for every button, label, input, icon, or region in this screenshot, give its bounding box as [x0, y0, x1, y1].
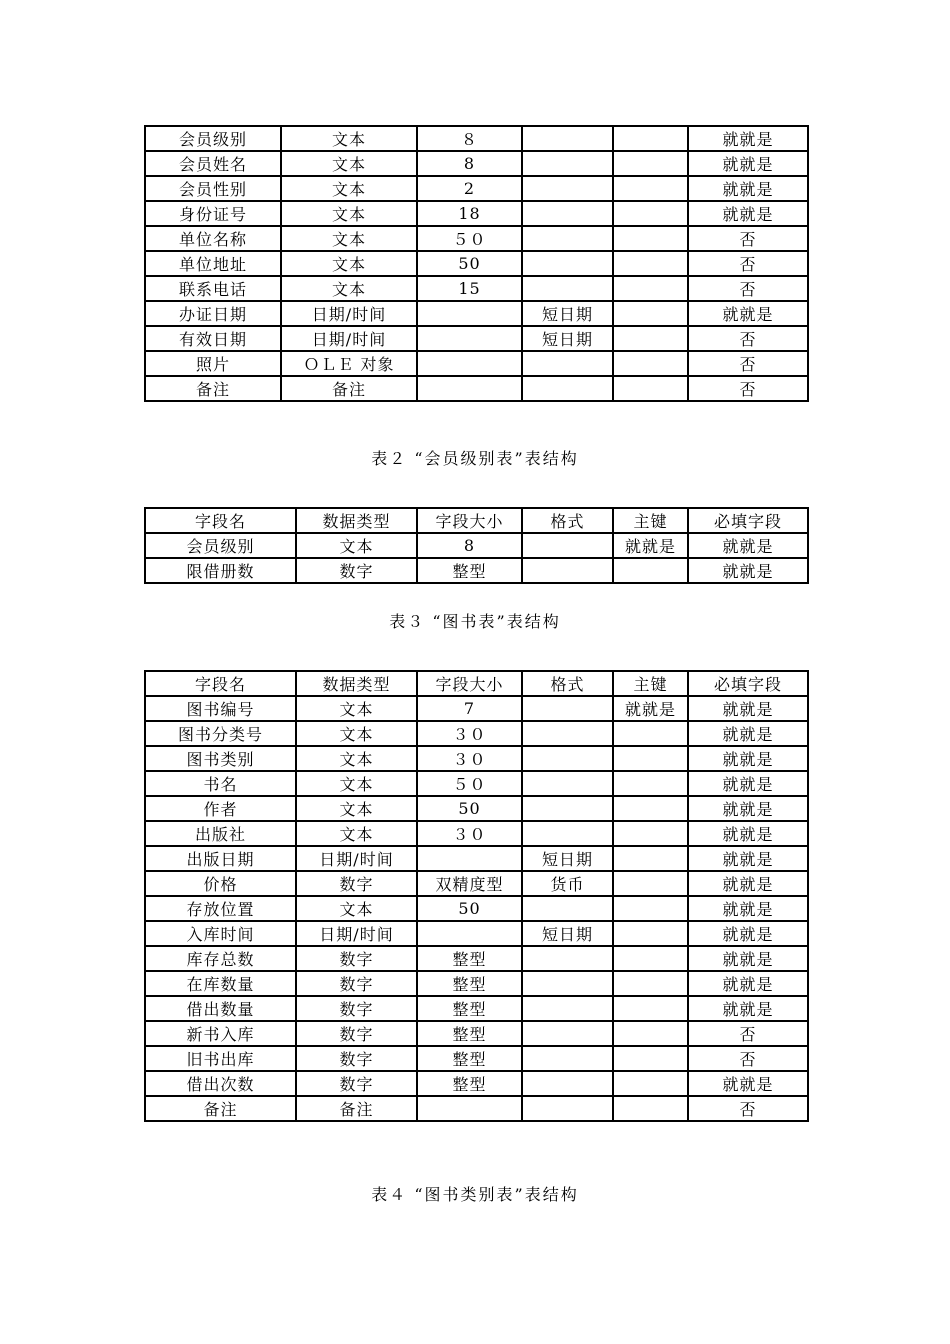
table-cell: 短日期	[522, 846, 613, 871]
table-cell: 文本	[281, 226, 417, 251]
table-row	[145, 1021, 808, 1046]
table-cell	[613, 971, 688, 996]
table-cell	[522, 1071, 613, 1096]
table-cell	[613, 746, 688, 771]
table-cell: 图书分类号	[145, 721, 296, 746]
table-cell: 日期/时间	[281, 301, 417, 326]
table-cell	[613, 846, 688, 871]
table-header-cell: 格式	[522, 508, 613, 533]
table-cell: 文本	[281, 151, 417, 176]
table-cell	[522, 796, 613, 821]
table-cell: 文本	[296, 796, 417, 821]
table-cell: 就就是	[688, 151, 808, 176]
member-table	[144, 125, 809, 402]
table-cell	[613, 771, 688, 796]
table-header-cell: 字段大小	[417, 671, 522, 696]
table-cell: 文本	[296, 896, 417, 921]
table-cell	[522, 251, 613, 276]
table-cell	[613, 201, 688, 226]
table-cell: 备注	[145, 376, 281, 401]
table-cell	[417, 921, 522, 946]
table-cell: 办证日期	[145, 301, 281, 326]
table-cell: 在库数量	[145, 971, 296, 996]
table-cell: 身份证号	[145, 201, 281, 226]
table-cell: 会员级别	[145, 533, 296, 558]
table-cell: 就就是	[688, 176, 808, 201]
table-cell: 图书类别	[145, 746, 296, 771]
table-cell: 文本	[281, 276, 417, 301]
table-row	[145, 871, 808, 896]
table-cell	[522, 176, 613, 201]
table-cell: 货币	[522, 871, 613, 896]
table-cell: 文本	[281, 176, 417, 201]
table-cell: 就就是	[688, 201, 808, 226]
table-cell: 就就是	[688, 871, 808, 896]
table-cell	[522, 971, 613, 996]
table-cell	[522, 1021, 613, 1046]
table-row	[145, 1046, 808, 1071]
table-cell: 数字	[296, 558, 417, 583]
table-cell: 就就是	[613, 533, 688, 558]
table-cell: ３０	[417, 821, 522, 846]
table-cell	[613, 351, 688, 376]
table-cell: 就就是	[688, 946, 808, 971]
table-cell: 就就是	[688, 301, 808, 326]
table-row	[145, 301, 808, 326]
table-cell	[522, 351, 613, 376]
table-cell: 备注	[281, 376, 417, 401]
table-cell	[613, 896, 688, 921]
table-cell	[613, 1046, 688, 1071]
table-cell	[522, 946, 613, 971]
table-header-cell: 字段名	[145, 671, 296, 696]
table-cell	[613, 176, 688, 201]
table-cell	[613, 326, 688, 351]
table-cell: 存放位置	[145, 896, 296, 921]
table-cell	[522, 533, 613, 558]
table-row	[145, 896, 808, 921]
table-cell: ８	[417, 126, 522, 151]
table-cell: 否	[688, 1046, 808, 1071]
table-cell: 2	[417, 176, 522, 201]
table-cell: 50	[417, 251, 522, 276]
table-cell	[613, 996, 688, 1021]
table-cell: 借出次数	[145, 1071, 296, 1096]
table-cell: 整型	[417, 1021, 522, 1046]
member-level-table-body	[145, 533, 808, 583]
table-cell: 8	[417, 533, 522, 558]
table-cell: 出版社	[145, 821, 296, 846]
table-cell: 就就是	[688, 126, 808, 151]
table-cell	[613, 226, 688, 251]
table-cell: 就就是	[688, 996, 808, 1021]
table-cell	[522, 226, 613, 251]
table-cell	[522, 276, 613, 301]
table-row	[145, 946, 808, 971]
table-row	[145, 821, 808, 846]
table-cell: 数字	[296, 871, 417, 896]
table-row	[145, 251, 808, 276]
table-cell: 备注	[296, 1096, 417, 1121]
table-cell: 就就是	[688, 896, 808, 921]
table-cell	[613, 921, 688, 946]
table-cell: 否	[688, 226, 808, 251]
table-cell: 单位名称	[145, 226, 281, 251]
table-cell: 文本	[296, 533, 417, 558]
book-table-header	[145, 671, 808, 696]
table-cell: 会员级别	[145, 126, 281, 151]
table-row	[145, 201, 808, 226]
table-cell: 文本	[281, 201, 417, 226]
table-cell: 整型	[417, 996, 522, 1021]
table-cell: 会员姓名	[145, 151, 281, 176]
table-header-row	[145, 671, 808, 696]
table-cell: 文本	[296, 696, 417, 721]
table-cell: 文本	[296, 771, 417, 796]
table-cell	[613, 376, 688, 401]
table-cell: 照片	[145, 351, 281, 376]
table-cell	[613, 1021, 688, 1046]
table-row	[145, 771, 808, 796]
table-row	[145, 721, 808, 746]
table-cell	[613, 1096, 688, 1121]
table-cell: 整型	[417, 1046, 522, 1071]
table-cell: 就就是	[688, 921, 808, 946]
table-cell: 整型	[417, 946, 522, 971]
table-cell: 整型	[417, 1071, 522, 1096]
table-header-cell: 字段大小	[417, 508, 522, 533]
table-cell: 15	[417, 276, 522, 301]
table-cell: 否	[688, 1021, 808, 1046]
table-cell: 文本	[296, 821, 417, 846]
table-cell: 50	[417, 896, 522, 921]
table-cell: 就就是	[688, 696, 808, 721]
table-cell: 双精度型	[417, 871, 522, 896]
table-cell: 就就是	[688, 771, 808, 796]
table-cell	[417, 351, 522, 376]
table-cell: 否	[688, 251, 808, 276]
table-cell: 就就是	[688, 746, 808, 771]
caption-book-category-table: 表４ “图书类别表”表结构	[371, 1185, 579, 1204]
table-row	[145, 226, 808, 251]
table-cell: 新书入库	[145, 1021, 296, 1046]
table-cell: 作者	[145, 796, 296, 821]
table-cell	[613, 821, 688, 846]
table-cell: 7	[417, 696, 522, 721]
table-cell: 18	[417, 201, 522, 226]
table-cell: 数字	[296, 971, 417, 996]
table-cell: 短日期	[522, 301, 613, 326]
table-cell: 文本	[281, 126, 417, 151]
table-cell	[613, 1071, 688, 1096]
table-cell	[417, 1096, 522, 1121]
table-cell: 会员性别	[145, 176, 281, 201]
caption-member-level-table: 表２ “会员级别表”表结构	[371, 449, 579, 468]
table-cell: 就就是	[688, 558, 808, 583]
table-row	[145, 126, 808, 151]
table-cell: 短日期	[522, 921, 613, 946]
table-cell: 否	[688, 376, 808, 401]
table-cell	[613, 796, 688, 821]
table-header-cell: 主键	[613, 671, 688, 696]
table-cell: 文本	[296, 721, 417, 746]
table-cell	[522, 996, 613, 1021]
table-cell: 否	[688, 326, 808, 351]
table-row	[145, 151, 808, 176]
table-row	[145, 176, 808, 201]
table-cell	[522, 126, 613, 151]
table-header-row	[145, 508, 808, 533]
table-cell: 旧书出库	[145, 1046, 296, 1071]
table-cell	[613, 558, 688, 583]
table-cell: 数字	[296, 996, 417, 1021]
table-cell	[522, 201, 613, 226]
table-cell	[613, 126, 688, 151]
table-cell	[613, 276, 688, 301]
table-cell: 日期/时间	[296, 921, 417, 946]
table-cell	[522, 1046, 613, 1071]
member-level-table-header	[145, 508, 808, 533]
table-header-cell: 数据类型	[296, 671, 417, 696]
table-cell: 日期/时间	[281, 326, 417, 351]
table-cell: 备注	[145, 1096, 296, 1121]
table-cell: 借出数量	[145, 996, 296, 1021]
table-row	[145, 796, 808, 821]
table-row	[145, 276, 808, 301]
table-cell	[522, 746, 613, 771]
table-cell: 数字	[296, 1046, 417, 1071]
table-cell: ３０	[417, 746, 522, 771]
table-cell	[522, 771, 613, 796]
table-cell: 书名	[145, 771, 296, 796]
table-cell	[417, 326, 522, 351]
table-cell: 出版日期	[145, 846, 296, 871]
table-cell: 整型	[417, 971, 522, 996]
table-cell	[522, 558, 613, 583]
table-row	[145, 533, 808, 558]
table-cell: 就就是	[688, 533, 808, 558]
table-cell	[522, 376, 613, 401]
table-row	[145, 1071, 808, 1096]
table-cell	[522, 821, 613, 846]
table-header-cell: 字段名	[145, 508, 296, 533]
book-table	[144, 670, 809, 1122]
table-cell: 数字	[296, 946, 417, 971]
table-row	[145, 696, 808, 721]
table-cell: 限借册数	[145, 558, 296, 583]
table-cell	[417, 376, 522, 401]
table-cell	[522, 896, 613, 921]
table-cell	[522, 151, 613, 176]
table-cell	[613, 946, 688, 971]
table-cell: 图书编号	[145, 696, 296, 721]
table-cell	[417, 301, 522, 326]
table-header-cell: 必填字段	[688, 508, 808, 533]
table-cell: 就就是	[613, 696, 688, 721]
table-row	[145, 558, 808, 583]
table-cell: 入库时间	[145, 921, 296, 946]
table-row	[145, 971, 808, 996]
table-cell: 8	[417, 151, 522, 176]
table-row	[145, 376, 808, 401]
table-cell	[613, 301, 688, 326]
table-cell: ＯＬＥ 对象	[281, 351, 417, 376]
table-cell: 价格	[145, 871, 296, 896]
table-cell: ５０	[417, 226, 522, 251]
table-cell: 联系电话	[145, 276, 281, 301]
table-cell: 就就是	[688, 821, 808, 846]
table-cell: 就就是	[688, 971, 808, 996]
table-cell: 就就是	[688, 1071, 808, 1096]
table-cell	[613, 871, 688, 896]
table-header-cell: 数据类型	[296, 508, 417, 533]
table-cell	[522, 1096, 613, 1121]
table-cell	[613, 151, 688, 176]
table-cell: 数字	[296, 1021, 417, 1046]
table-row	[145, 746, 808, 771]
table-cell: 就就是	[688, 721, 808, 746]
table-header-cell: 主键	[613, 508, 688, 533]
table-row	[145, 996, 808, 1021]
caption-book-table: 表３ “图书表”表结构	[389, 612, 561, 631]
table-cell: 短日期	[522, 326, 613, 351]
table-cell: ３０	[417, 721, 522, 746]
table-cell	[613, 721, 688, 746]
table-cell: 50	[417, 796, 522, 821]
table-cell: 整型	[417, 558, 522, 583]
table-header-cell: 格式	[522, 671, 613, 696]
table-cell: 有效日期	[145, 326, 281, 351]
table-cell: 就就是	[688, 796, 808, 821]
table-cell: 单位地址	[145, 251, 281, 276]
member-table-body	[145, 126, 808, 401]
member-level-table	[144, 507, 809, 584]
table-row	[145, 326, 808, 351]
table-cell: 日期/时间	[296, 846, 417, 871]
table-cell: 数字	[296, 1071, 417, 1096]
table-row	[145, 846, 808, 871]
table-cell	[613, 251, 688, 276]
table-cell: 文本	[296, 746, 417, 771]
table-cell: 否	[688, 351, 808, 376]
table-row	[145, 351, 808, 376]
table-cell: 否	[688, 1096, 808, 1121]
table-cell: 就就是	[688, 846, 808, 871]
table-cell: 文本	[281, 251, 417, 276]
table-cell: 库存总数	[145, 946, 296, 971]
table-header-cell: 必填字段	[688, 671, 808, 696]
table-cell	[522, 721, 613, 746]
table-cell: ５０	[417, 771, 522, 796]
table-row	[145, 921, 808, 946]
table-cell: 否	[688, 276, 808, 301]
table-row	[145, 1096, 808, 1121]
table-cell	[417, 846, 522, 871]
book-table-body	[145, 696, 808, 1121]
table-cell	[522, 696, 613, 721]
